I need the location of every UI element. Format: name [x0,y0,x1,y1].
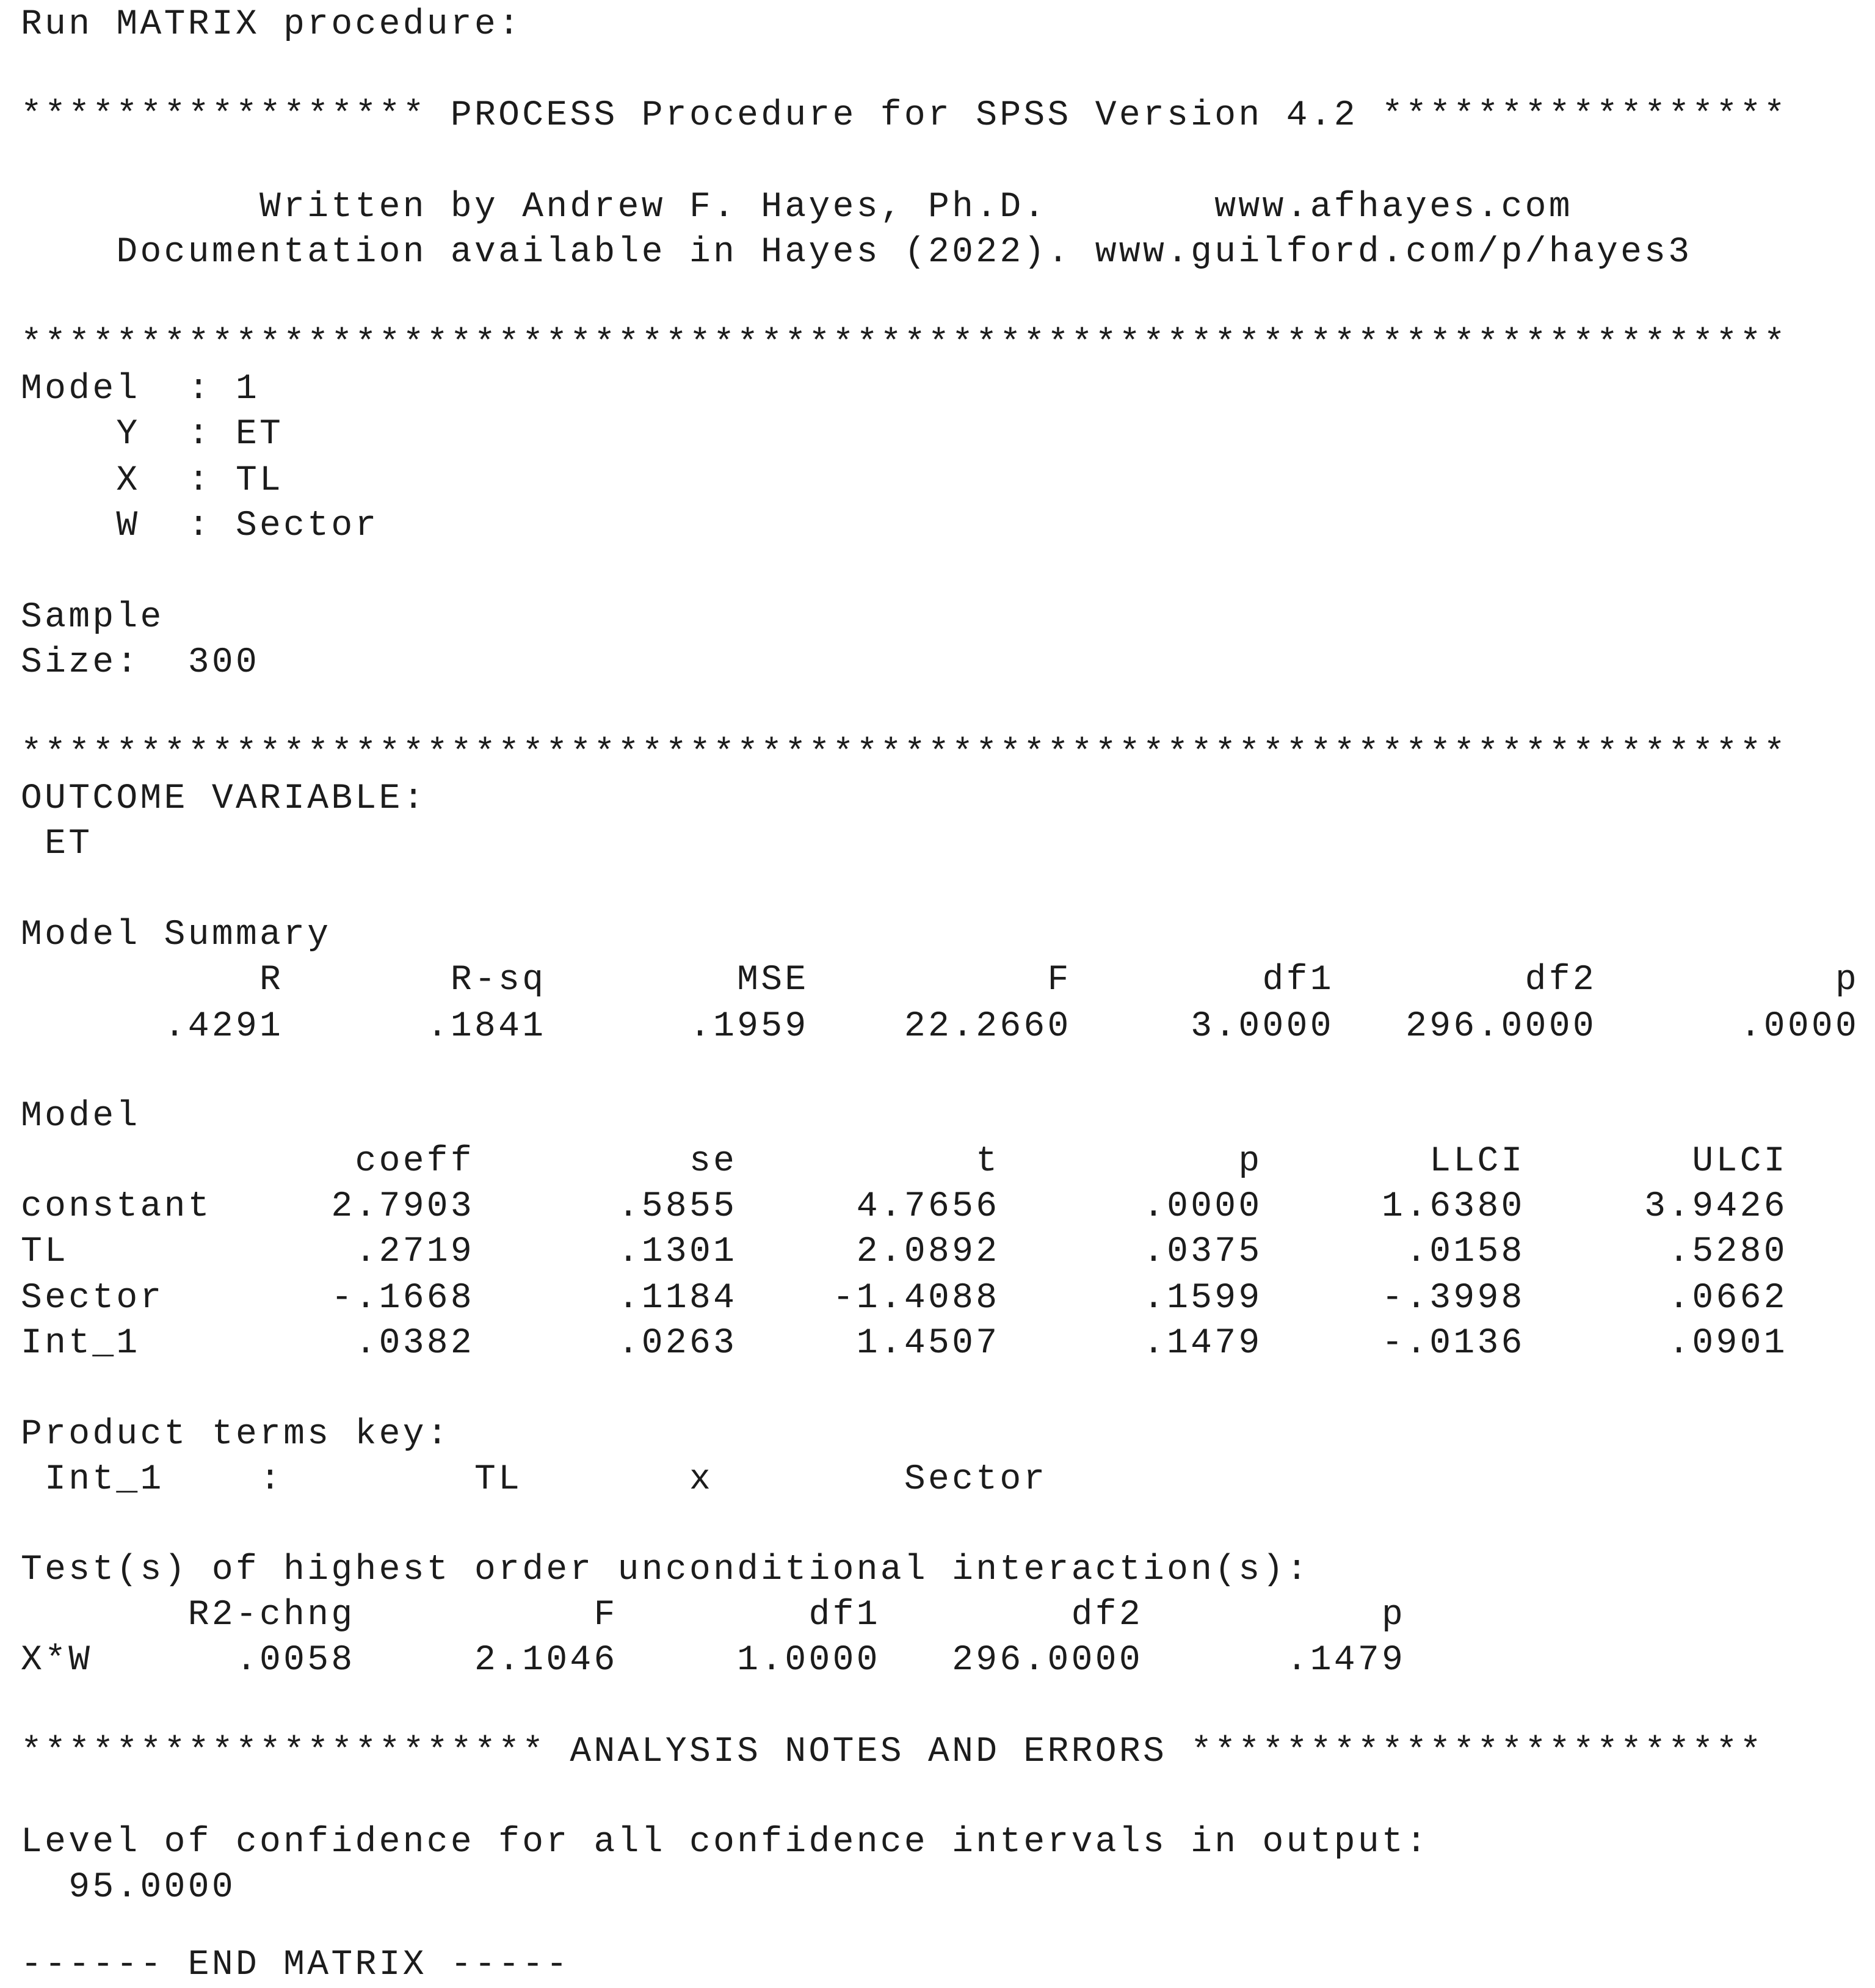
coefficient-row-sector: Sector -.1668 .1184 -1.4088 .1599 -.3998 .0662 [21,1279,1788,1318]
interaction-test-header-row: R2-chng F df1 df2 p [21,1595,1406,1635]
x-variable-line: X : TL [21,461,284,501]
sample-label: Sample [21,598,164,637]
spss-process-output [21,0,1859,1983]
interaction-test-heading: Test(s) of highest order unconditional interaction(s): [21,1550,1310,1590]
process-title-banner: ***************** PROCESS Procedure for SPSS Version 4.2 ***************** [21,96,1788,136]
model-summary-heading: Model Summary [21,915,332,955]
coefficient-row-tl: TL .2719 .1301 2.0892 .0375 .0158 .5280 [21,1232,1788,1272]
author-line: Written by Andrew F. Hayes, Ph.D. www.afhayes.com [21,187,1573,227]
y-variable-line: Y : ET [21,415,284,454]
coefficient-row-int-1: Int_1 .0382 .0263 1.4507 .1479 -.0136 .0901 [21,1324,1788,1363]
outcome-variable-value: ET [21,824,93,864]
interaction-test-value-row: X*W .0058 2.1046 1.0000 296.0000 .1479 [21,1641,1406,1680]
model-summary-value-row: .4291 .1841 .1959 22.2660 3.0000 296.0000 .0000 [21,1007,1860,1047]
product-terms-heading: Product terms key: [21,1415,451,1454]
model-heading: Model [21,1097,140,1136]
analysis-notes-banner: ********************** ANALYSIS NOTES AND ERRORS ************************ [21,1732,1764,1772]
run-matrix-header: Run MATRIX procedure: [21,5,523,45]
model-summary-header-row: R R-sq MSE F df1 df2 p [21,960,1860,1000]
asterisk-divider: ************************************************************************** [21,324,1788,364]
end-matrix-footer: ------ END MATRIX ----- [21,1945,570,1985]
asterisk-divider: ************************************************************************** [21,734,1788,774]
confidence-level-label: Level of confidence for all confidence intervals in output: [21,1823,1430,1862]
coefficient-row-constant: constant 2.7903 .5855 4.7656 .0000 1.6380 3.9426 [21,1187,1788,1227]
sample-size-line: Size: 300 [21,643,260,683]
model-number-line: Model : 1 [21,369,260,409]
w-variable-line: W : Sector [21,506,379,546]
coefficient-header-row: coeff se t p LLCI ULCI [21,1142,1788,1181]
confidence-level-value: 95.0000 [21,1868,236,1907]
outcome-variable-label: OUTCOME VARIABLE: [21,779,427,819]
product-terms-row: Int_1 : TL x Sector [21,1460,1048,1500]
documentation-line: Documentation available in Hayes (2022). www.guilford.com/p/hayes3 [21,233,1692,272]
